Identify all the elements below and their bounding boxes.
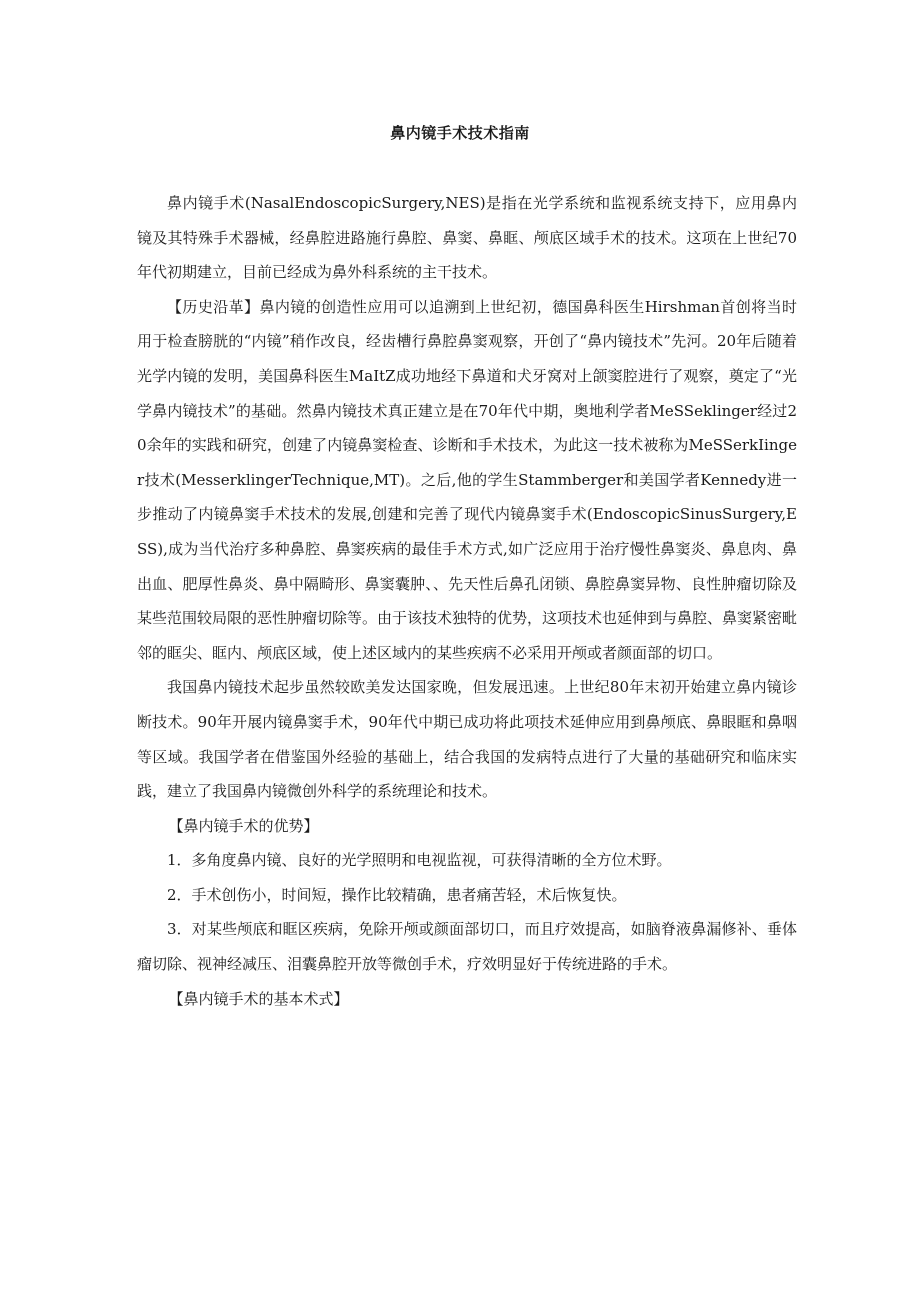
basic-procedures-heading: 【鼻内镜手术的基本术式】 xyxy=(168,989,349,1008)
advantage-item-3: 3．对某些颅底和眶区疾病，免除开颅或颜面部切口，而且疗效提高，如脑脊液鼻漏修补、垂体瘤切除、视神经减压、泪囊鼻腔开放等微创手术，疗效明显好于传统进路的手术。 xyxy=(137,920,797,974)
advantage-item-2: 2．手术创伤小，时间短，操作比较精确，患者痛苦轻，术后恢复快。 xyxy=(167,885,627,904)
document-body xyxy=(137,186,797,1016)
intro-paragraph: 鼻内镜手术(NasalEndoscopicSurgery,NES)是指在光学系统和监视系统支持下，应用鼻内镜及其特殊手术器械，经鼻腔进路施行鼻腔、鼻窦、鼻眶、颅底区域手术的技术。这项在上世纪70年代初期建立，目前已经成为鼻外科系统的主干技术。 xyxy=(137,194,797,282)
advantage-item-1: 1．多角度鼻内镜、良好的光学照明和电视监视，可获得清晰的全方位术野。 xyxy=(167,851,672,870)
history-paragraph: 【历史沿革】鼻内镜的创造性应用可以追溯到上世纪初，德国鼻科医生Hirshman首创将当时用于检查膀胱的“内镜”稍作改良，经齿槽行鼻腔鼻窦观察，开创了“鼻内镜技术”先河。20年后随着光学内镜的发明，美国鼻科医生MaItZ成功地经下鼻道和犬牙窝对上颌窦腔进行了观察，奠定了“光学鼻内镜技术”的基础。然鼻内镜技术真正建立是在70年代中期，奥地利学者MeSSeklinger经过20余年的实践和研究，创建了内镜鼻窦检查、诊断和手术技术，为此这一技术被称为MeSSerkIinger技术(MesserklingerTechnique,MT)。之后,他的学生Stammberger和美国学者Kennedy进一步推动了内镜鼻窦手术技术的发展,创建和完善了现代内镜鼻窦手术(EndoscopicSinusSurgery,ESS),成为当代治疗多种鼻腔、鼻窦疾病的最佳手术方式,如广泛应用于治疗慢性鼻窦炎、鼻息肉、鼻出血、肥厚性鼻炎、鼻中隔畸形、鼻窦囊肿、、先天性后鼻孔闭锁、鼻腔鼻窦异物、良性肿瘤切除及某些范围较局限的恶性肿瘤切除等。由于该技术独特的优势，这项技术也延伸到与鼻腔、鼻窦紧密毗邻的眶尖、眶内、颅底区域，使上述区域内的某些疾病不必采用开颅或者颜面部的切口。 xyxy=(137,297,798,662)
advantages-heading: 【鼻内镜手术的优势】 xyxy=(168,816,319,835)
china-development-paragraph: 我国鼻内镜技术起步虽然较欧美发达国家晚，但发展迅速。上世纪80年末初开始建立鼻内镜诊断技术。90年开展内镜鼻窦手术，90年代中期已成功将此项技术延伸应用到鼻颅底、鼻眼眶和鼻咽等区域。我国学者在借鉴国外经验的基础上，结合我国的发病特点进行了大量的基础研究和临床实践，建立了我国鼻内镜微创外科学的系统理论和技术。 xyxy=(137,678,797,801)
document-title: 鼻内镜手术技术指南 xyxy=(390,124,530,142)
